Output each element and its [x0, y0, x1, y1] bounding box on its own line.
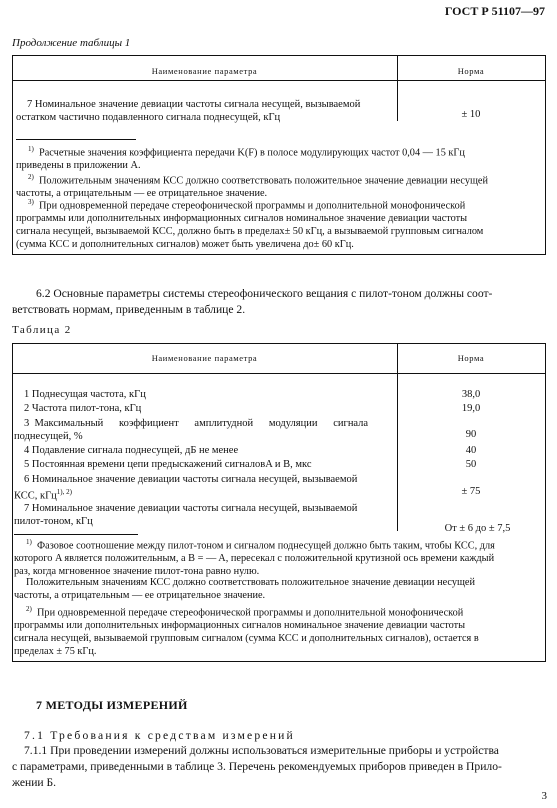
table2-col-norm-header: Норма [457, 353, 485, 363]
subsection-7-1-title: 7.1 Требования к средствам измерений [24, 729, 295, 742]
table2-col-param-header: Наименование параметра [151, 353, 258, 363]
table2-row5-value: 50 [465, 459, 477, 470]
footnote-marker: 1), 2) [56, 488, 72, 496]
table2-row3-label-line1: 3 Максимальный коэффициент амплитудной модуляции сигнала [24, 418, 369, 429]
paragraph-6-2: 6.2 Основные параметры системы стереофонического вещания с пилот-тоном должны соот- ветствовать нормам, приведенным в таблице 2. [12, 287, 493, 316]
table1-footnote-3: $^{3)}$ При одновременной передаче стереофонической программы и дополнительной монофонической программы или дополнительных информационных сигналов номинальное значение девиации частоты сигнала несущей, вызываемой КСС, должно быть в пределах± 50 кГц, а вызываемой групповым сигналом (сумма КСС и дополнительных сигналов) может быть увеличена до± 60 кГц. [16, 198, 484, 251]
table1-left-border [12, 55, 13, 255]
table1-header-separator [12, 80, 546, 81]
table2-row2-value: 19,0 [461, 403, 481, 414]
table1-footnote-1: $^{1)}$ Расчетные значения коэффициента передачи K(F) в полосе модулирующих частот 0,04 — 15 кГц приведены в приложении А. [16, 145, 465, 172]
table2-row5-label: 5 Постоянная времени цепи предыскажений сигналовA и B, мкс [24, 459, 312, 470]
footnote-marker: 1) [28, 145, 34, 153]
section-7-title: 7 МЕТОДЫ ИЗМЕРЕНИЙ [36, 698, 188, 712]
table2-footnote-1-continued: Положительным значениям КСС должно соответствовать положительное значение девиации несущей частоты, а отрицательным — ее отрицательное значение. [14, 577, 476, 601]
table1-row7-label-line1: 7 Номинальное значение девиации частоты сигнала несущей, вызываемой [27, 99, 361, 110]
table1-col-param-header: Наименование параметра [151, 66, 258, 76]
table2-row1-value: 38,0 [461, 389, 481, 400]
table2-row6-value: ± 75 [461, 486, 481, 497]
table1-bottom-border [12, 254, 546, 255]
table2-row2-label: 2 Частота пилот-тона, кГц [24, 403, 142, 414]
table1-caption: Продолжение таблицы 1 [12, 37, 131, 49]
footnote-marker: 2) [26, 605, 32, 613]
table1-row7-value: ± 10 [461, 109, 481, 120]
table2-header-separator [12, 373, 546, 374]
footnote-marker: 3) [28, 198, 34, 206]
paragraph-7-1-1: 7.1.1 При проведении измерений должны использоваться измерительные приборы и устройства с параметрами, приведенными в таблице 3. Перечень рекомендуемых приборов приведен в Прило- жении Б. [12, 744, 502, 789]
table1-footnote-rule [16, 139, 136, 140]
table2-footnote-2: $^{2)}$ При одновременной передаче стереофонической программы и дополнительной монофонической программы или дополнительных информационных сигналов номинальное значение девиации частоты сигнала несущей, вызываемой групповым сигналом (сумма КСС и дополнительных сигналов), остается в пределах ± 75 кГц. [14, 605, 479, 658]
table2-row7-value: От ± 6 до ± 7,5 [444, 523, 511, 534]
table1-row7-label-line2: остатком частично подавленного сигнала поднесущей, кГц [16, 112, 281, 123]
table2-row4-label: 4 Подавление сигнала поднесущей, дБ не менее [24, 445, 239, 456]
table2-row4-value: 40 [465, 445, 477, 456]
table1-top-border [12, 55, 546, 56]
table2-right-border [545, 343, 546, 662]
table1-right-border [545, 55, 546, 255]
table2-row7-label-line2: пилот-тоном, кГц [14, 516, 93, 527]
table2-left-border [12, 343, 13, 662]
table2-footnote-rule [14, 534, 138, 535]
footnote-marker: 2) [28, 173, 34, 181]
table1-footnote-2: $^{2)}$ Положительным значениям КСС должно соответствовать положительное значение девиации несущей частоты, а отрицательным — ее отрицательное значение. [16, 173, 489, 200]
table1-col-norm-header: Норма [457, 66, 485, 76]
table2-row1-label: 1 Поднесущая частота, кГц [24, 389, 146, 400]
table2-row3-label-line2: поднесущей, % [14, 431, 83, 442]
footnote-marker: 1) [26, 538, 32, 546]
table2-footnote-1: $^{1)}$ Фазовое соотношение между пилот-тоном и сигналом поднесущей должно быть таким, чтобы КСС, для которого A является положительным, а B = — A, пересекал с положительной крутизной ось времени каждый раз, когда мгновенное значение пилот-тона равно нулю. [14, 538, 495, 578]
table2-top-border [12, 343, 546, 344]
page-number: 3 [541, 790, 547, 802]
table2-row3-value: 90 [465, 429, 477, 440]
table2-row6-label-line2: КСС, кГц$^{1), 2)}$ [14, 488, 72, 502]
table2-caption: Таблица 2 [12, 324, 72, 336]
document-header: ГОСТ Р 51107—97 [444, 4, 545, 18]
table2-bottom-border [12, 661, 546, 662]
table2-row6-label-line1: 6 Номинальное значение девиации частоты сигнала несущей, вызываемой [24, 474, 358, 485]
table2-row7-label-line1: 7 Номинальное значение девиации частоты сигнала несущей, вызываемой [24, 503, 358, 514]
